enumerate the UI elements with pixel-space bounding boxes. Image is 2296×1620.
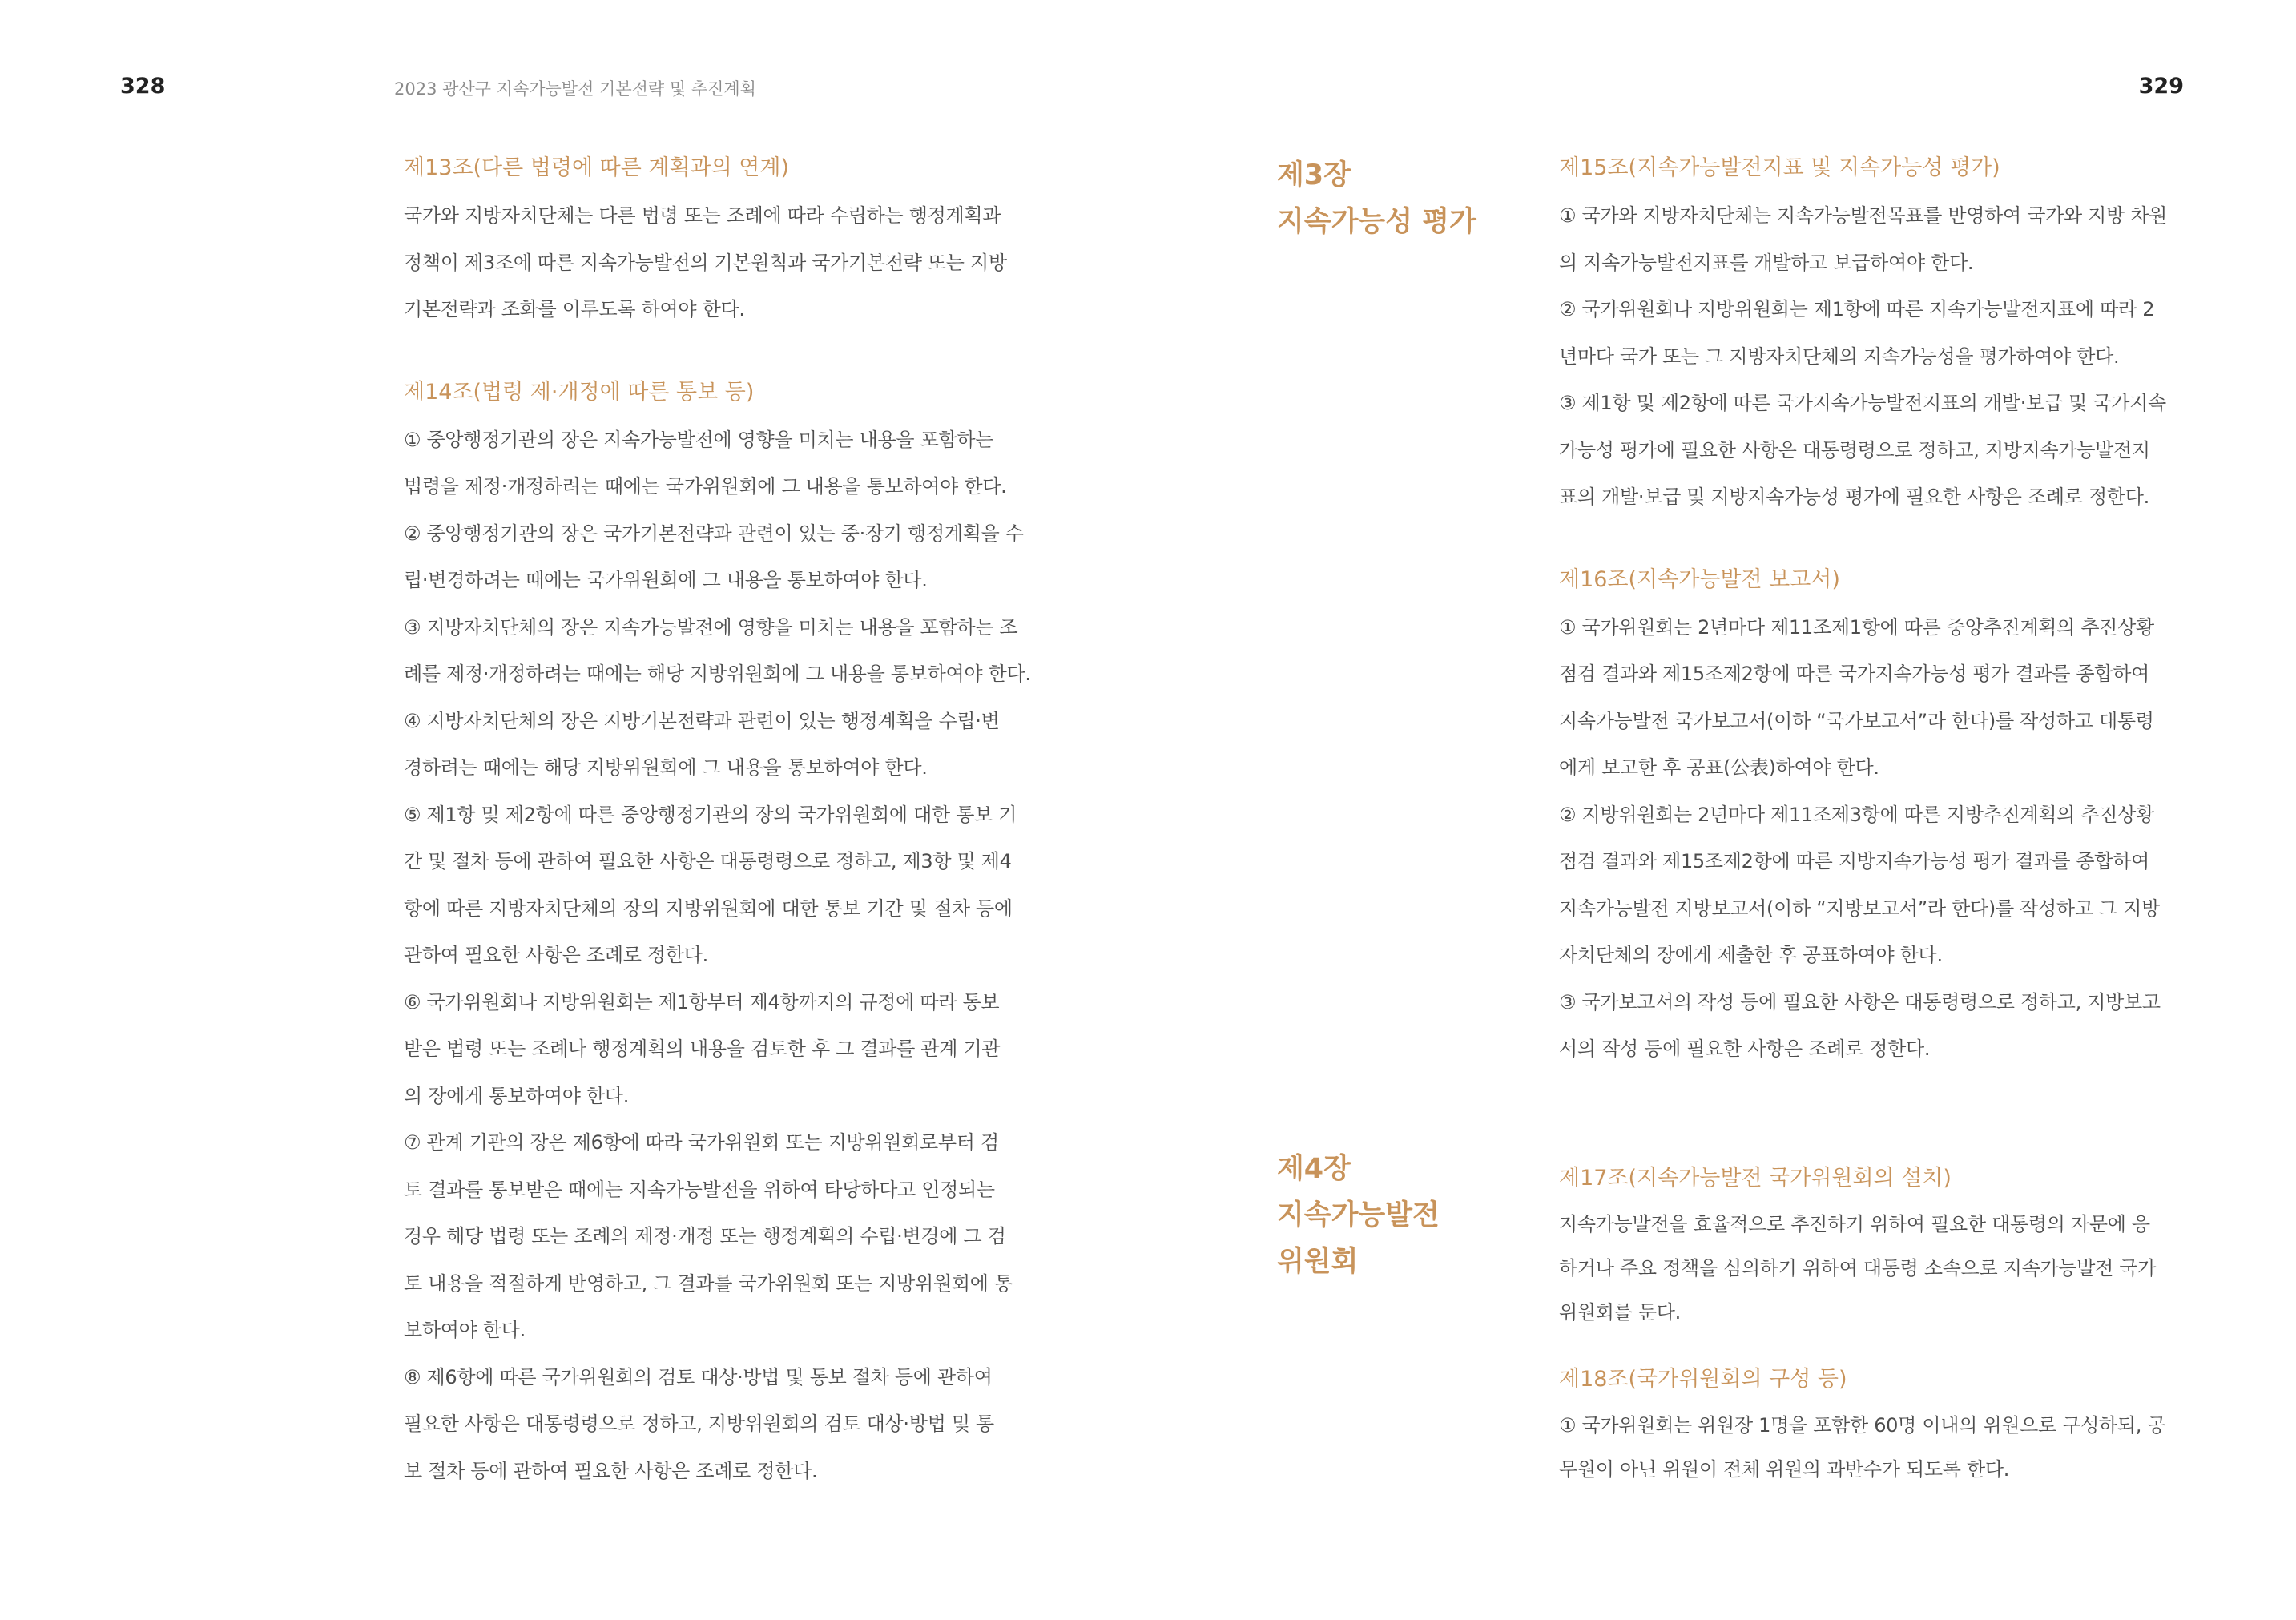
article-title: 제13조(다른 법령에 따른 계획과의 연계): [404, 155, 789, 180]
article-14: [404, 377, 1037, 1495]
article-line: ② 국가위원회나 지방위원회는 제1항에 따른 지속가능발전지표에 따라 2: [1559, 298, 2155, 320]
article-line: 에게 보고한 후 공표(公表)하여야 한다.: [1559, 756, 1879, 779]
article-body: [404, 192, 1037, 333]
article-title: 제18조(국가위원회의 구성 등): [1559, 1366, 1847, 1392]
chapter-heading-line: 제4장: [1277, 1153, 1351, 1185]
article-line: ⑦ 관계 기관의 장은 제6항에 따라 국가위원회 또는 지방위원회로부터 검: [404, 1131, 999, 1154]
article-line: 경하려는 때에는 해당 지방위원회에 그 내용을 통보하여야 한다.: [404, 756, 928, 779]
article-line: 의 장에게 통보하여야 한다.: [404, 1084, 630, 1107]
article-line: ① 국가위원회는 2년마다 제11조제1항에 따른 중앙추진계획의 추진상황: [1559, 615, 2154, 639]
article-line: ③ 국가보고서의 작성 등에 필요한 사항은 대통령령으로 정하고, 지방보고: [1559, 990, 2161, 1014]
chapter-heading-line: 위원회: [1277, 1246, 1359, 1278]
article-line: 하거나 주요 정책을 심의하기 위하여 대통령 소속으로 지속가능발전 국가: [1559, 1256, 2157, 1279]
running-header-title: 2023 광산구 지속가능발전 기본전략 및 추진계획: [394, 79, 756, 99]
article-line: 기본전략과 조화를 이루도록 하여야 한다.: [404, 298, 745, 320]
article-line: ② 중앙행정기관의 장은 국가기본전략과 관련이 있는 중·장기 행정계획을 수: [404, 522, 1024, 545]
chapter-heading-line: 지속가능발전: [1277, 1199, 1440, 1231]
right-page-column: [1559, 152, 2184, 1492]
article-line: 정책이 제3조에 따른 지속가능발전의 기본원칙과 국가기본전략 또는 지방: [404, 251, 1007, 274]
article-line: 지속가능발전을 효율적으로 추진하기 위하여 필요한 대통령의 자문에 응: [1559, 1212, 2150, 1235]
article-line: ⑥ 국가위원회나 지방위원회는 제1항부터 제4항까지의 규정에 따라 통보: [404, 990, 1000, 1014]
article-line: ⑧ 제6항에 따른 국가위원회의 검토 대상·방법 및 통보 절차 등에 관하여: [404, 1365, 993, 1388]
chapter-4-heading: [1277, 1146, 1440, 1285]
article-line: ⑤ 제1항 및 제2항에 따른 중앙행정기관의 장의 국가위원회에 대한 통보 기: [404, 803, 1017, 826]
article-line: 가능성 평가에 필요한 사항은 대통령령으로 정하고, 지방지속가능발전지: [1559, 438, 2150, 461]
article-line: 항에 따른 지방자치단체의 장의 지방위원회에 대한 통보 기간 및 절차 등에: [404, 897, 1013, 920]
article-line: 지속가능발전 지방보고서(이하 “지방보고서”라 한다)를 작성하고 그 지방: [1559, 897, 2161, 920]
article-line: ④ 지방자치단체의 장은 지방기본전략과 관련이 있는 행정계획을 수립·변: [404, 709, 1000, 732]
article-16: [1559, 564, 2184, 1073]
article-line: 점검 결과와 제15조제2항에 따른 국가지속가능성 평가 결과를 종합하여: [1559, 663, 2149, 685]
left-page-column: [404, 152, 1037, 1494]
article-line: 표의 개발·보급 및 지방지속가능성 평가에 필요한 사항은 조례로 정한다.: [1559, 486, 2149, 508]
article-body: [1559, 604, 2184, 1073]
article-line: 토 결과를 통보받은 때에는 지속가능발전을 위하여 타당하다고 인정되는: [404, 1178, 995, 1201]
page-number-left: 328: [120, 74, 166, 99]
article-line: 위원회를 둔다.: [1559, 1300, 1681, 1324]
article-line: 자치단체의 장에게 제출한 후 공표하여야 한다.: [1559, 944, 1943, 966]
article-body: [1559, 1203, 2184, 1335]
article-body: [1559, 192, 2184, 521]
article-title: 제16조(지속가능발전 보고서): [1559, 566, 1840, 592]
article-line: 서의 작성 등에 필요한 사항은 조례로 정한다.: [1559, 1038, 1931, 1060]
chapter-heading-line: 지속가능성 평가: [1277, 206, 1476, 238]
article-18: [1559, 1364, 2184, 1492]
article-line: 법령을 제정·개정하려는 때에는 국가위원회에 그 내용을 통보하여야 한다.: [404, 475, 1007, 498]
article-title: 제15조(지속가능발전지표 및 지속가능성 평가): [1559, 155, 2000, 180]
article-line: ① 중앙행정기관의 장은 지속가능발전에 영향을 미치는 내용을 포함하는: [404, 428, 994, 451]
article-line: 국가와 지방자치단체는 다른 법령 또는 조례에 따라 수립하는 행정계획과: [404, 204, 1001, 227]
article-body: [404, 417, 1037, 1495]
article-line: 관하여 필요한 사항은 조례로 정한다.: [404, 944, 708, 966]
article-line: 점검 결과와 제15조제2항에 따른 지방지속가능성 평가 결과를 종합하여: [1559, 850, 2149, 872]
article-line: 보하여야 한다.: [404, 1319, 526, 1341]
article-line: ③ 제1항 및 제2항에 따른 국가지속가능발전지표의 개발·보급 및 국가지속: [1559, 392, 2166, 414]
article-line: 무원이 아닌 위원이 전체 위원의 과반수가 되도록 한다.: [1559, 1457, 2010, 1481]
article-line: 경우 해당 법령 또는 조례의 제정·개정 또는 행정계획의 수립·변경에 그 검: [404, 1225, 1006, 1247]
article-line: ③ 지방자치단체의 장은 지속가능발전에 영향을 미치는 내용을 포함하는 조: [404, 615, 1018, 639]
article-title: 제17조(지속가능발전 국가위원회의 설치): [1559, 1165, 1952, 1191]
article-13: [404, 152, 1037, 333]
article-line: 립·변경하려는 때에는 국가위원회에 그 내용을 통보하여야 한다.: [404, 569, 928, 591]
article-line: 례를 제정·개정하려는 때에는 해당 지방위원회에 그 내용을 통보하여야 한다.: [404, 663, 1031, 685]
article-line: 받은 법령 또는 조례나 행정계획의 내용을 검토한 후 그 결과를 관계 기관: [404, 1038, 1001, 1060]
article-line: 토 내용을 적절하게 반영하고, 그 결과를 국가위원회 또는 지방위원회에 통: [404, 1271, 1013, 1295]
article-body: [1559, 1404, 2184, 1492]
article-15: [1559, 152, 2184, 521]
article-line: ② 지방위원회는 2년마다 제11조제3항에 따른 지방추진계획의 추진상황: [1559, 803, 2154, 826]
article-line: 지속가능발전 국가보고서(이하 “국가보고서”라 한다)를 작성하고 대통령: [1559, 709, 2154, 732]
article-line: 년마다 국가 또는 그 지방자치단체의 지속가능성을 평가하여야 한다.: [1559, 345, 2120, 368]
article-line: 보 절차 등에 관하여 필요한 사항은 조례로 정한다.: [404, 1459, 818, 1482]
chapter-3-heading: [1277, 152, 1476, 245]
article-line: 필요한 사항은 대통령령으로 정하고, 지방위원회의 검토 대상·방법 및 통: [404, 1412, 994, 1435]
article-line: ① 국가위원회는 위원장 1명을 포함한 60명 이내의 위원으로 구성하되, 공: [1559, 1413, 2166, 1437]
article-line: 간 및 절차 등에 관하여 필요한 사항은 대통령령으로 정하고, 제3항 및 제4: [404, 850, 1012, 872]
article-title: 제14조(법령 제·개정에 따른 통보 등): [404, 379, 755, 405]
chapter-heading-line: 제3장: [1277, 159, 1351, 191]
article-line: ① 국가와 지방자치단체는 지속가능발전목표를 반영하여 국가와 지방 차원: [1559, 204, 2168, 227]
article-17: [1559, 1163, 2184, 1335]
article-line: 의 지속가능발전지표를 개발하고 보급하여야 한다.: [1559, 251, 1974, 274]
page-number-right: 329: [2138, 74, 2184, 99]
